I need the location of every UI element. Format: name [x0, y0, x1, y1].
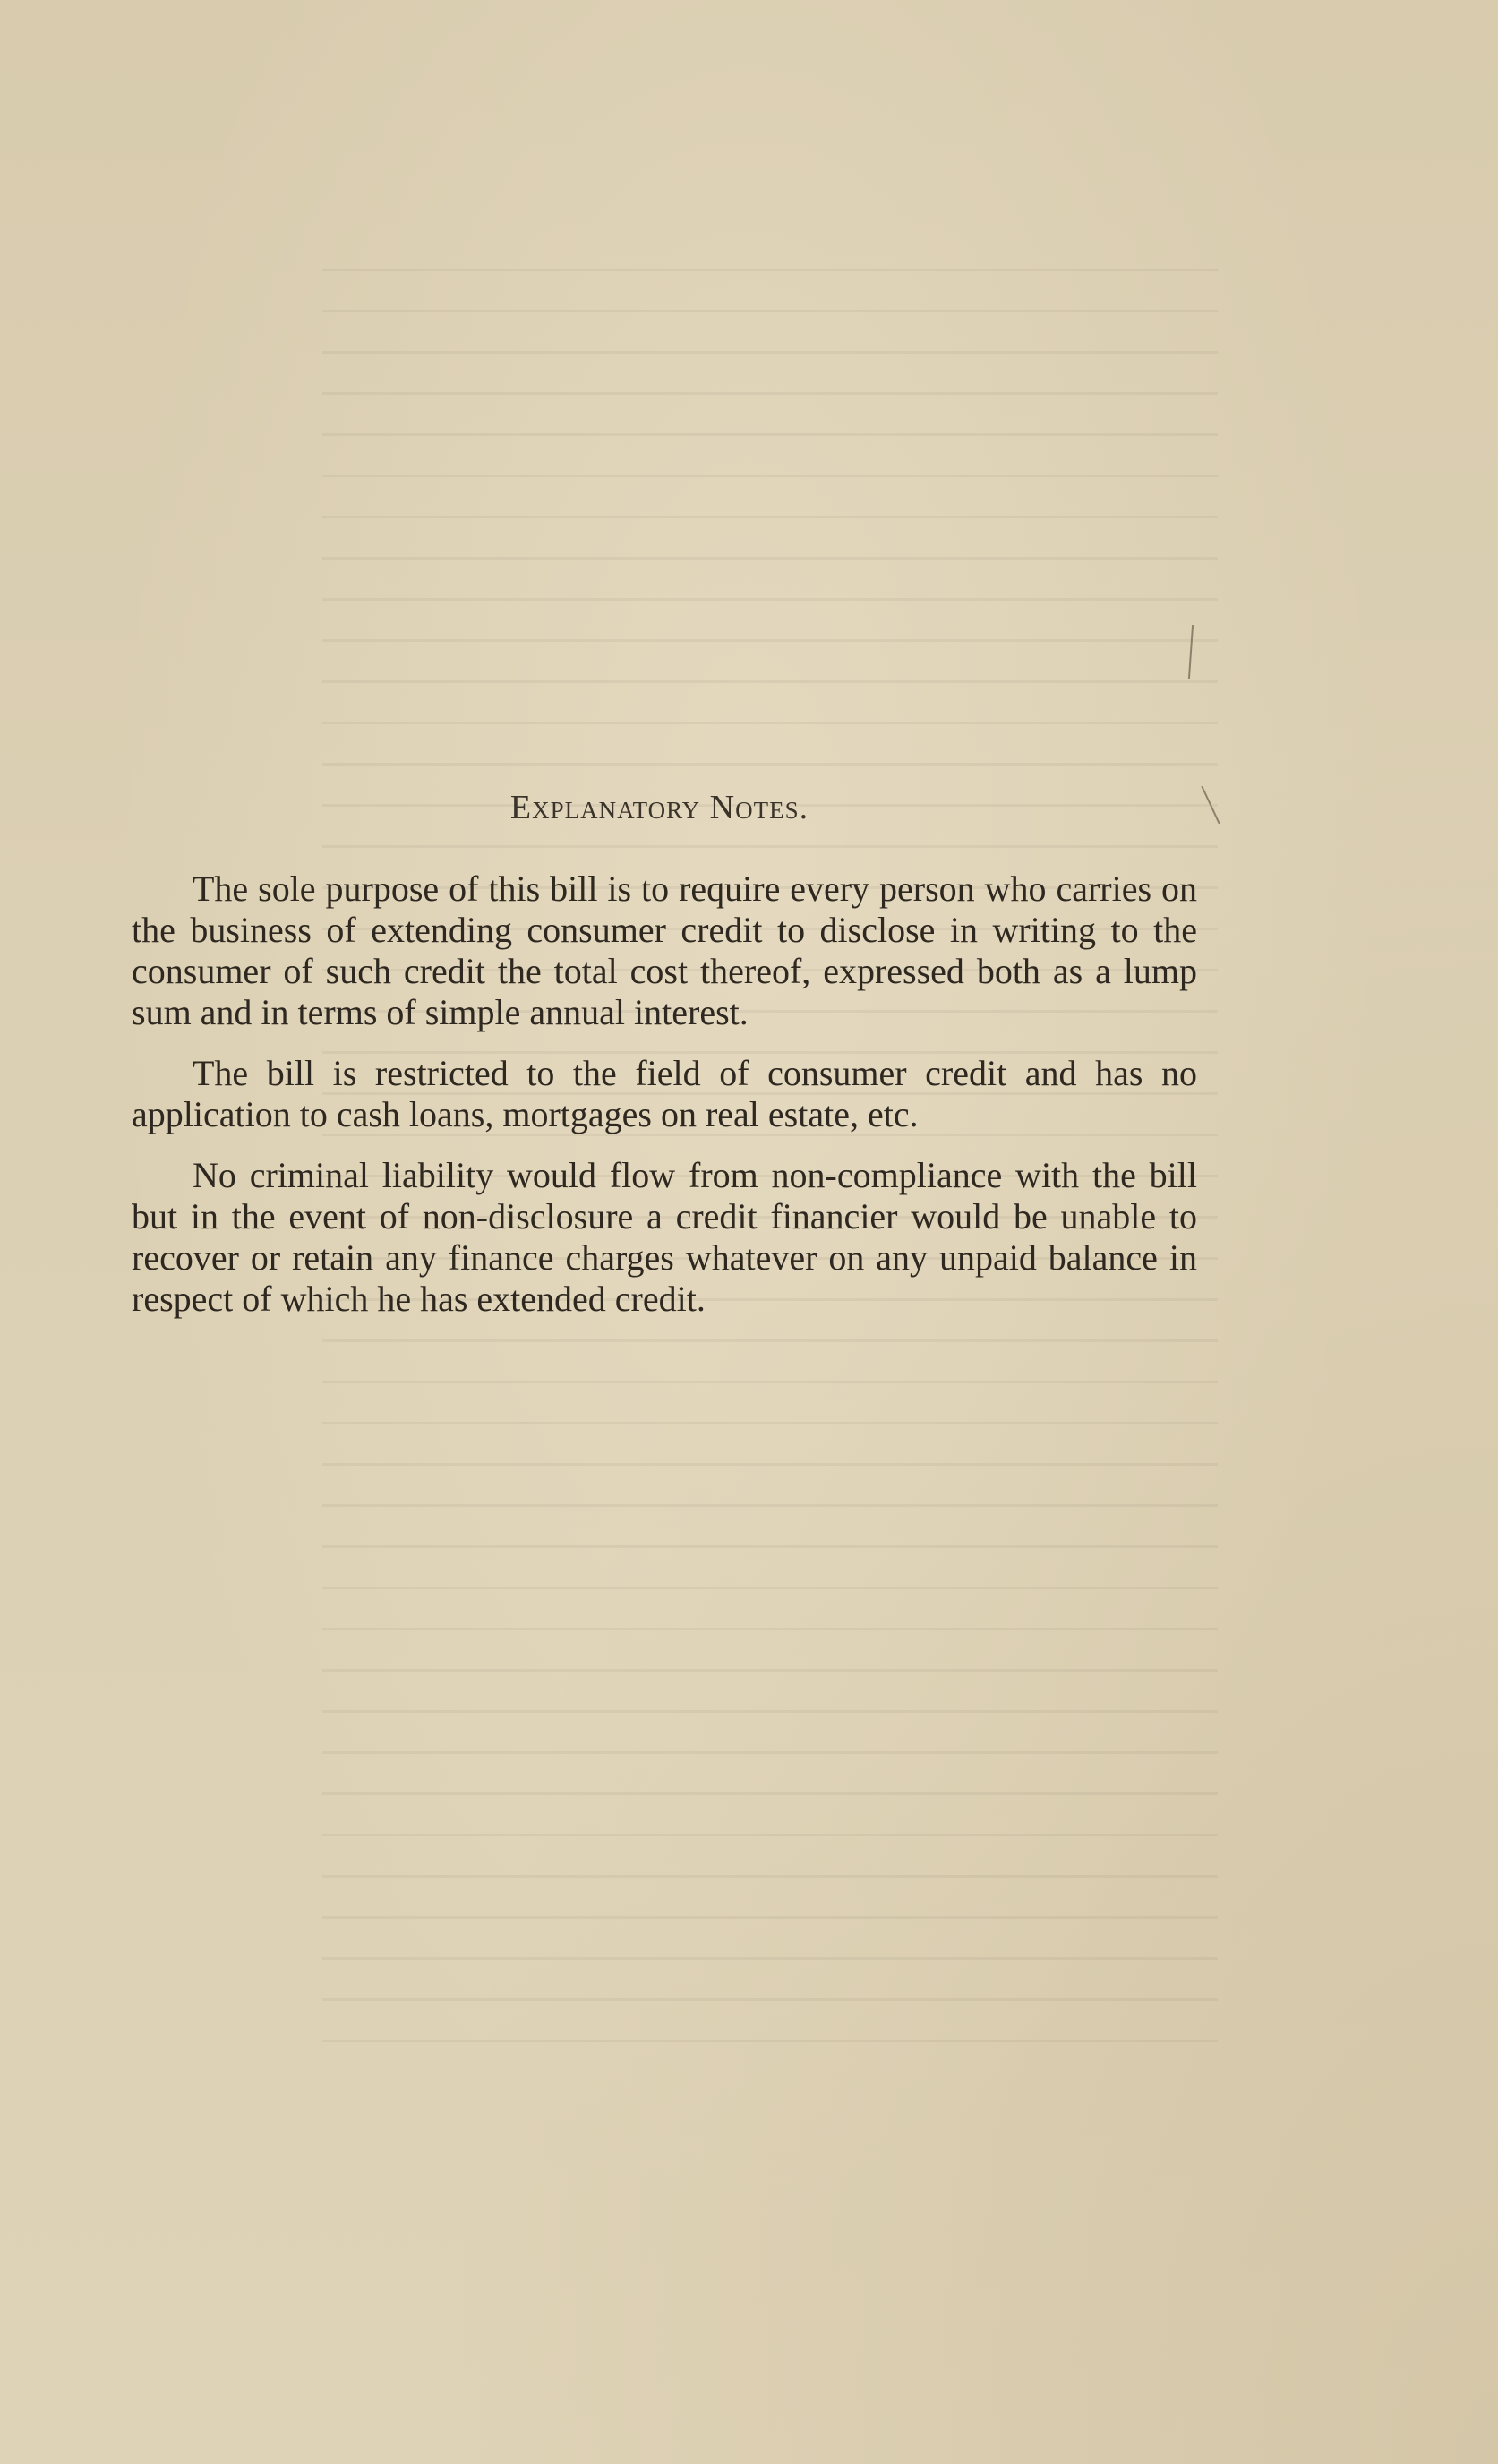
- notes-body: [132, 868, 1197, 1339]
- paragraph-purpose: The sole purpose of this bill is to require every person who carries on the business of extending consumer credit to disclose in writing to the consumer of such credit the total cost thereof, expressed both as a lump sum and in terms of simple annual interest.: [132, 868, 1197, 1032]
- paragraph-liability: No criminal liability would flow from non-compliance with the bill but in the event of non-disclosure a credit financier would be unable to recover or retain any finance charges whatever on any unpaid balance in respect of which he has extended credit.: [132, 1155, 1197, 1319]
- notes-title: Explanatory Notes.: [509, 789, 809, 826]
- paragraph-scope: The bill is restricted to the field of consumer credit and has no application to cash loans, mortgages on real estate, etc.: [132, 1053, 1197, 1134]
